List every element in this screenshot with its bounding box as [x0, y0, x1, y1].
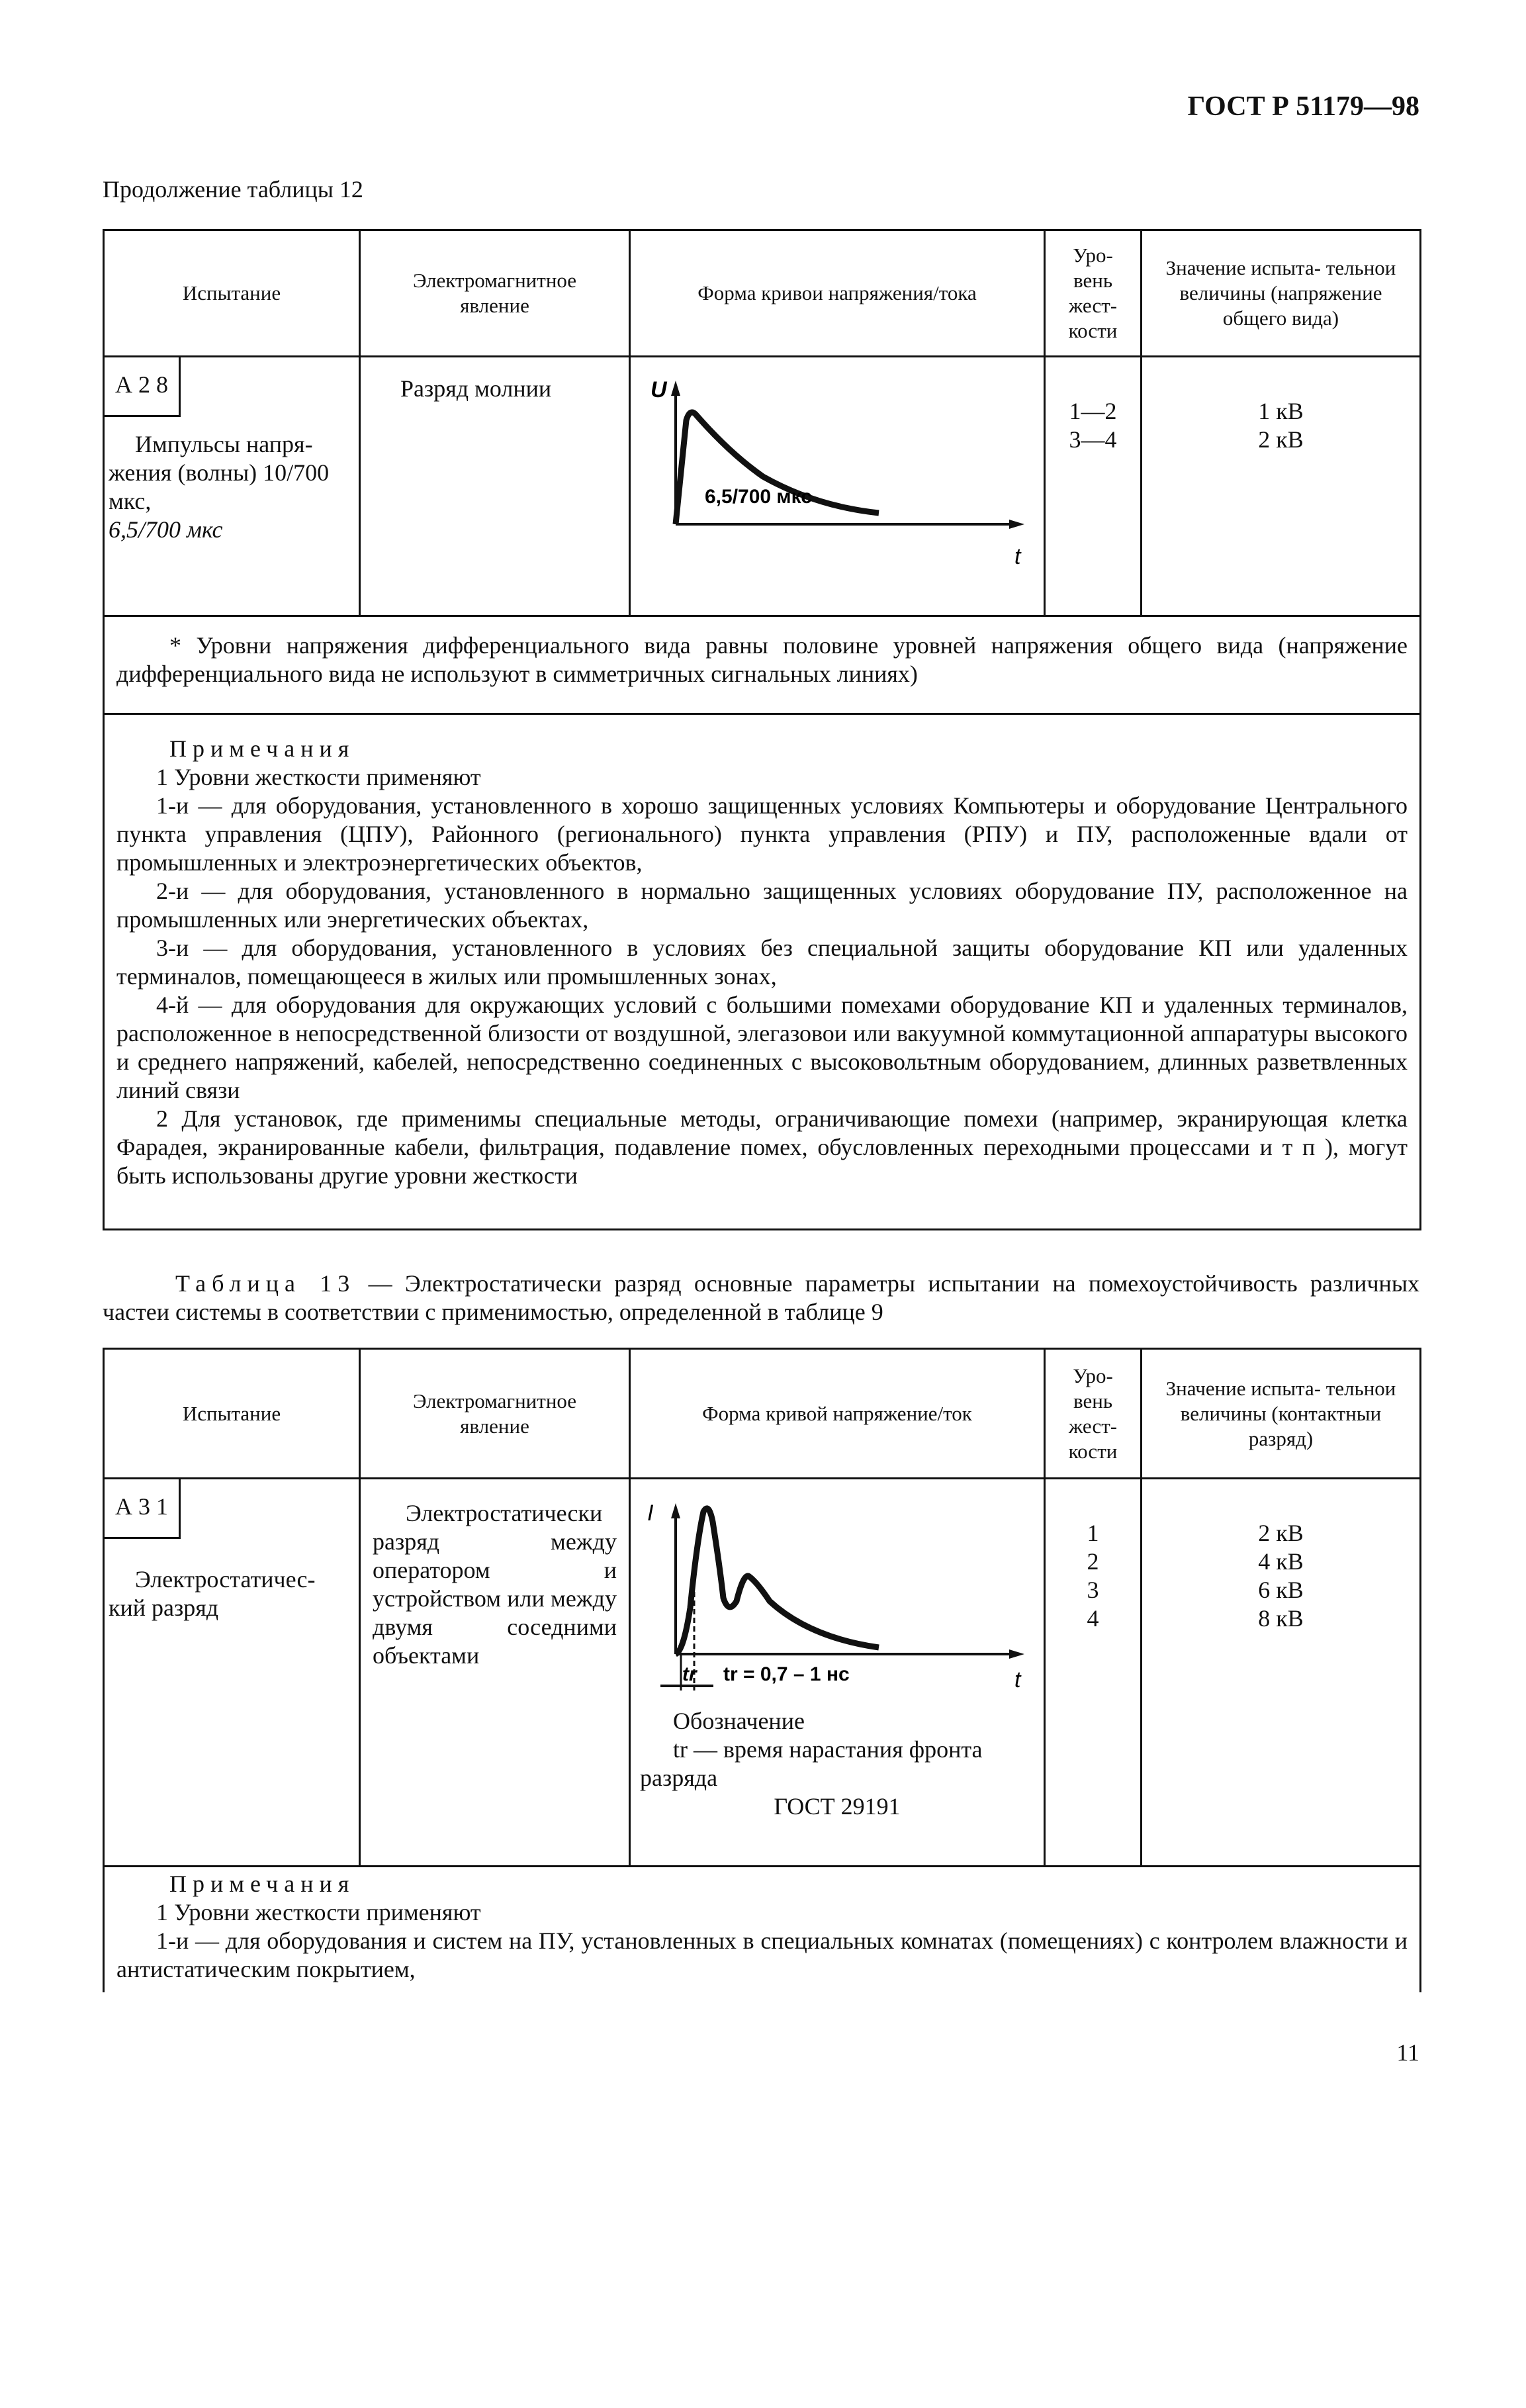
note-item: 1 Уровни жесткости применяют: [156, 764, 481, 790]
level: 3: [1087, 1577, 1099, 1603]
test-name: Импульсы напря- жения (волны) 10/700 мкс,: [109, 431, 330, 514]
lightning-waveform-chart: [631, 371, 1041, 589]
col-header-value: Значение испыта- тельнои величины (контактныи разряд): [1142, 1349, 1421, 1479]
waveform-curve: [676, 1508, 879, 1654]
table-13-caption: [103, 1270, 1419, 1326]
esd-waveform-chart: [631, 1489, 1041, 1707]
page-number: 11: [1396, 2039, 1419, 2066]
table-13: [103, 1348, 1421, 1992]
notes-title: Примечания: [169, 1871, 355, 1897]
test-value: 1 кВ: [1258, 398, 1304, 424]
test-code: А 3 1: [105, 1479, 181, 1539]
note-item: 1-и — для оборудования и систем на ПУ, установленных в специальных комнатах (помещениях) с контролем влажности и антистатическим покрытием,: [116, 1927, 1408, 1982]
col-header-test: Испытание: [104, 230, 360, 357]
document-id: ГОСТ Р 51179—98: [1187, 91, 1419, 122]
table-header-row: [104, 230, 1421, 357]
table-header-row: [104, 1349, 1421, 1479]
tr-label: tr: [682, 1663, 697, 1685]
table-13-label: Таблица 13: [175, 1270, 356, 1297]
test-value: 6 кВ: [1258, 1577, 1304, 1603]
test-value: 2 кВ: [1258, 426, 1304, 453]
test-code: А 2 8: [105, 357, 181, 417]
note-item: 2-и — для оборудования, установленного в нормально защищенных условиях оборудование ПУ, расположенное на промышленных или энергетических объектах,: [116, 878, 1408, 933]
col-header-phenomenon: Электромагнитное явление: [360, 1349, 630, 1479]
level: 2: [1087, 1548, 1099, 1575]
col-header-waveform: Форма кривой напряжение/ток: [630, 1349, 1045, 1479]
x-axis-arrow-icon: [1009, 1649, 1024, 1659]
y-axis-arrow-icon: [671, 1503, 680, 1518]
table-13-caption-text: — Электростатически разряд основные параметры испытании на помехоустойчивость различных частеи системы в соответствии с применимостью, определенной в таблице 9: [103, 1270, 1420, 1325]
test-value: 2 кВ: [1258, 1520, 1304, 1546]
col-header-level: Уро- вень жест- кости: [1045, 1349, 1142, 1479]
table-12-caption: Продолжение таблицы 12: [103, 176, 363, 203]
y-axis-label: U: [651, 377, 667, 402]
test-value: 4 кВ: [1258, 1548, 1304, 1575]
level: 1—2: [1069, 398, 1117, 424]
table-row: [104, 1479, 1421, 1867]
curve-label: 6,5/700 мкс: [705, 486, 812, 508]
phenomenon: Электростатически разряд между оператором и устройством или между двумя соседними объектами: [373, 1500, 617, 1669]
col-header-value: Значение испыта- тельнои величины (напряжение общего вида): [1142, 230, 1421, 357]
note-item: 2 Для установок, где применимы специальные методы, ограничивающие помехи (например, экранирующая клетка Фарадея, экранированные кабели, фильтрация, подавление помех, обусловленных переходными процессами и т п ), могут быть использованы другие уровни жесткости: [116, 1105, 1408, 1189]
col-header-waveform: Форма кривои напряжения/тока: [630, 230, 1045, 357]
notes-title: Примечания: [169, 735, 355, 762]
y-axis-arrow-icon: [671, 381, 680, 396]
tr-value-label: tr = 0,7 – 1 нс: [723, 1663, 850, 1685]
level: 3—4: [1069, 426, 1117, 453]
standard-reference: ГОСТ 29191: [774, 1793, 901, 1820]
phenomenon: Разряд молнии: [400, 375, 552, 402]
designation-text: tr — время нарастания фронта разряда: [640, 1736, 983, 1791]
col-header-phenomenon: Электромагнитное явление: [360, 230, 630, 357]
table-12: [103, 229, 1421, 1230]
note-item: 4-й — для оборудования для окружающих условий с большими помехами оборудование КП и удаленных терминалов, расположенное в непосредственной близости от воздушной, элегазовои или вакуумной коммутационной аппаратуры высокого и среднего напряжений, кабелей, непосредственно соединенных с высоковольтным оборудованием, длинных разветвленных линий связи: [116, 992, 1408, 1103]
table-row: [104, 357, 1421, 616]
col-header-level: Уро- вень жест- кости: [1045, 230, 1142, 357]
col-header-test: Испытание: [104, 1349, 360, 1479]
note-item: 3-и — для оборудования, установленного в условиях без специальной защиты оборудование КП или удаленных терминалов, помещающееся в жилых или промышленных зонах,: [116, 935, 1408, 990]
test-name: Электростатичес- кий разряд: [109, 1566, 316, 1621]
x-axis-label: t: [1014, 544, 1021, 569]
note-item: 1-и — для оборудования, установленного в хорошо защищенных условиях Компьютеры и оборудование Центрального пункта управления (ЦПУ), Районного (регионального) пункта управления (РПУ) и ПУ, расположенные вдали от промышленных и электроэнергетических объектов,: [116, 792, 1408, 876]
level: 4: [1087, 1605, 1099, 1632]
level: 1: [1087, 1520, 1099, 1546]
designation-title: Обозначение: [673, 1708, 805, 1734]
y-axis-label: I: [647, 1501, 654, 1526]
test-value: 8 кВ: [1258, 1605, 1304, 1632]
x-axis-arrow-icon: [1009, 520, 1024, 529]
x-axis-label: t: [1014, 1667, 1021, 1692]
footnote: * Уровни напряжения дифференциального вида равны половине уровней напряжения общего вида (напряжение дифференциального вида не используют в симметричных сигнальных линиях): [116, 632, 1408, 687]
note-item: 1 Уровни жесткости применяют: [156, 1899, 481, 1925]
test-name-italic: 6,5/700 мкс: [109, 516, 223, 543]
